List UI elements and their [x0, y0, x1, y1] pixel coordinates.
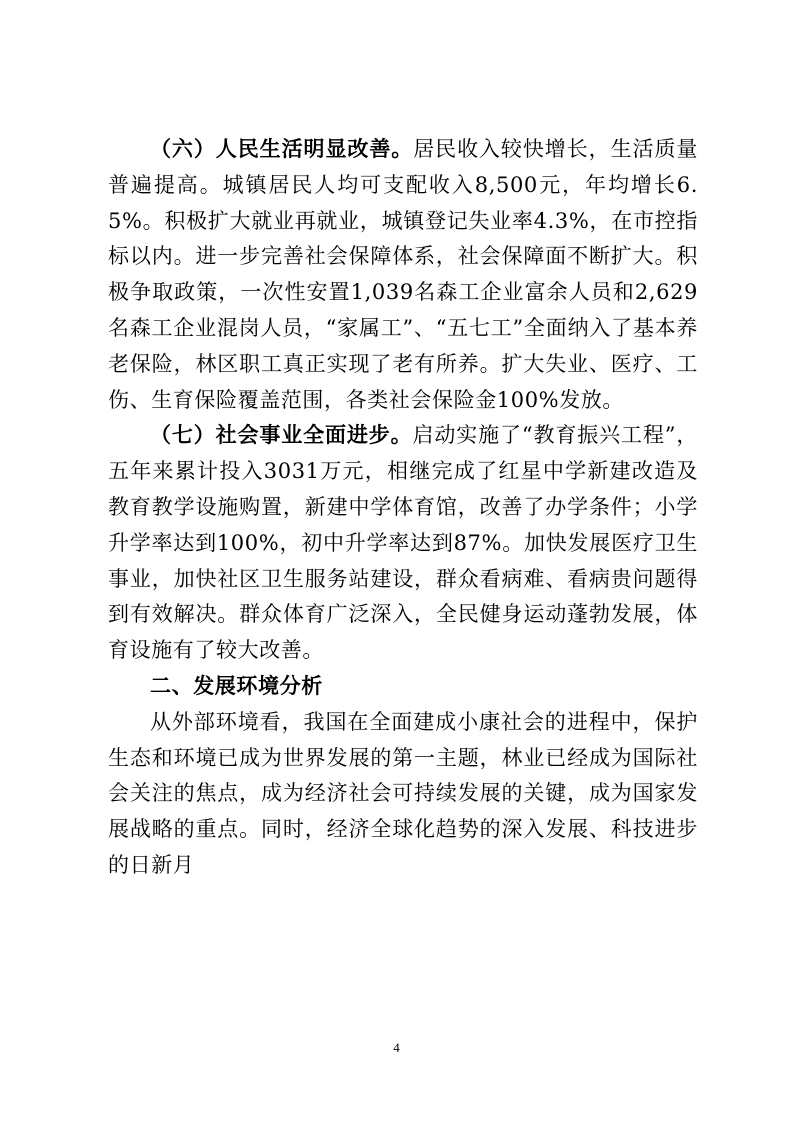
section-heading-seven: （七）社会事业全面进步。 [150, 423, 413, 448]
section-paragraph-seven [108, 418, 698, 669]
section-text-six: 居民收入较快增长，生活质量普遍提高。城镇居民人均可支配收入8,500元，年均增长6.5%。积极扩大就业再就业，城镇登记失业率4.3%，在市控指标以内。进一步完善社会保障体系，社会保障面不断扩大。积极争取政策，一次性安置1,039名森工企业富余人员和2,629名森工企业混岗人员，“家属工”、“五七工”全面纳入了基本养老保险，林区职工真正实现了老有所养。扩大失业、医疗、工伤、生育保险覆盖范围，各类社会保险金100%发放。 [108, 137, 698, 412]
body-paragraph: 从外部环境看，我国在全面建成小康社会的进程中，保护生态和环境已成为世界发展的第一主题，林业已经成为国际社会关注的焦点，成为经济社会可持续发展的关键，成为国家发展战略的重点。同时，经济全球化趋势的深入发展、科技进步的日新月 [108, 709, 698, 877]
section-heading-six: （六）人民生活明显改善。 [150, 137, 414, 161]
chapter-heading: 二、发展环境分析 [150, 673, 323, 698]
document-body [108, 132, 698, 884]
page-number: 4 [393, 1040, 400, 1055]
section-paragraph-six [108, 132, 698, 418]
section-text-seven: 启动实施了“教育振兴工程”，五年来累计投入3031万元，相继完成了红星中学新建改造及教育教学设施购置，新建中学体育馆，改善了办学条件；小学升学率达到100%，初中升学率达到87%。加快发展医疗卫生事业，加快社区卫生服务站建设，群众看病难、看病贵问题得到有效解决。群众体育广泛深入，全民健身运动蓬勃发展，体育设施有了较大改善。 [108, 423, 699, 663]
